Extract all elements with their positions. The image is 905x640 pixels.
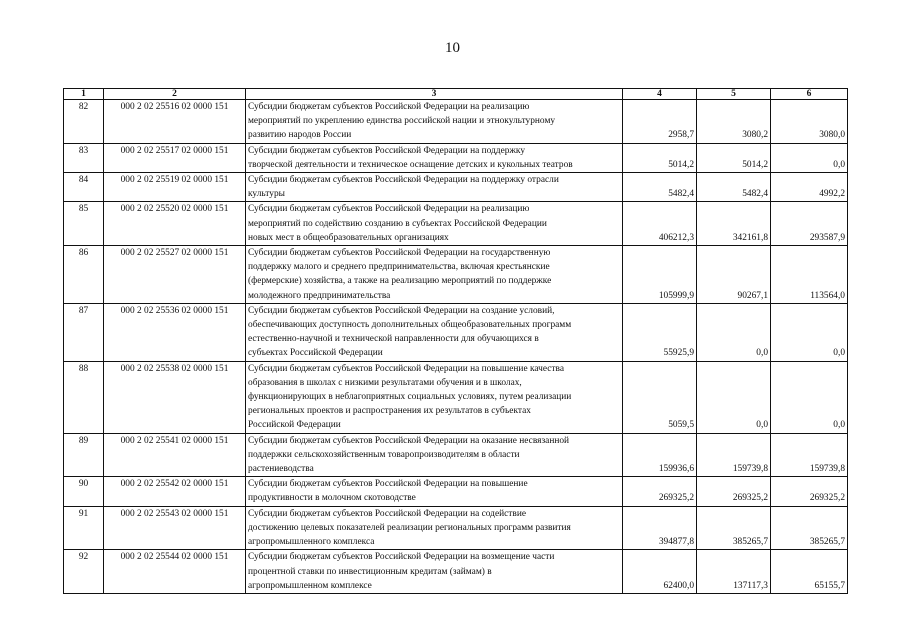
value-col-4: 269325,2 bbox=[623, 477, 697, 506]
budget-code: 000 2 02 25538 02 0000 151 bbox=[104, 361, 246, 433]
description-line: региональных проектов и распространения их результатов в субъектах bbox=[248, 406, 531, 417]
row-description bbox=[246, 477, 623, 506]
table-row bbox=[64, 303, 848, 361]
row-description bbox=[246, 433, 623, 477]
description-line: субъектах Российской Федерации bbox=[248, 348, 383, 359]
value-col-5: 342161,8 bbox=[697, 202, 771, 246]
description-line: творческой деятельности и техническое оснащение детских и кукольных театров bbox=[248, 159, 573, 170]
description-line: развитию народов России bbox=[248, 130, 352, 141]
description-line: новых мест в общеобразовательных организациях bbox=[248, 232, 449, 243]
value-col-6: 269325,2 bbox=[771, 477, 848, 506]
budget-table bbox=[63, 88, 848, 594]
description-line: Субсидии бюджетам субъектов Российской Федерации на создание условий, bbox=[248, 305, 555, 316]
budget-code: 000 2 02 25544 02 0000 151 bbox=[104, 550, 246, 594]
description-line: Субсидии бюджетам субъектов Российской Федерации на поддержку bbox=[248, 145, 526, 156]
description-line: процентной ставки по инвестиционным кредитам (займам) в bbox=[248, 566, 492, 577]
value-col-4: 5059,5 bbox=[623, 361, 697, 433]
value-col-6: 385265,7 bbox=[771, 506, 848, 550]
description-line: мероприятий по содействию созданию в субъектах Российской Федерации bbox=[248, 218, 547, 229]
header-row bbox=[64, 89, 848, 100]
col-header-1: 1 bbox=[64, 89, 104, 100]
table-row bbox=[64, 433, 848, 477]
value-col-4: 2958,7 bbox=[623, 100, 697, 144]
table-row bbox=[64, 202, 848, 246]
row-number: 86 bbox=[64, 246, 104, 304]
row-description bbox=[246, 173, 623, 202]
value-col-5: 5482,4 bbox=[697, 173, 771, 202]
row-description bbox=[246, 361, 623, 433]
row-description bbox=[246, 202, 623, 246]
value-col-4: 55925,9 bbox=[623, 303, 697, 361]
row-number: 85 bbox=[64, 202, 104, 246]
value-col-4: 62400,0 bbox=[623, 550, 697, 594]
table-row bbox=[64, 173, 848, 202]
col-header-6: 6 bbox=[771, 89, 848, 100]
row-description bbox=[246, 550, 623, 594]
description-line: естественно-научной и технической направленности для обучающихся в bbox=[248, 334, 539, 345]
description-line: Субсидии бюджетам субъектов Российской Федерации на государственную bbox=[248, 248, 551, 259]
value-col-5: 0,0 bbox=[697, 361, 771, 433]
row-number: 89 bbox=[64, 433, 104, 477]
budget-code: 000 2 02 25516 02 0000 151 bbox=[104, 100, 246, 144]
row-number: 84 bbox=[64, 173, 104, 202]
value-col-4: 394877,8 bbox=[623, 506, 697, 550]
description-line: Субсидии бюджетам субъектов Российской Федерации на реализацию bbox=[248, 204, 530, 215]
row-number: 92 bbox=[64, 550, 104, 594]
table-row bbox=[64, 550, 848, 594]
value-col-5: 385265,7 bbox=[697, 506, 771, 550]
value-col-4: 406212,3 bbox=[623, 202, 697, 246]
budget-code: 000 2 02 25536 02 0000 151 bbox=[104, 303, 246, 361]
description-line: агропромышленном комплексе bbox=[248, 580, 372, 591]
value-col-5: 3080,2 bbox=[697, 100, 771, 144]
description-line: образования в школах с низкими результатами обучения и в школах, bbox=[248, 377, 522, 388]
value-col-6: 0,0 bbox=[771, 303, 848, 361]
row-number: 82 bbox=[64, 100, 104, 144]
table-row bbox=[64, 477, 848, 506]
budget-code: 000 2 02 25527 02 0000 151 bbox=[104, 246, 246, 304]
row-number: 87 bbox=[64, 303, 104, 361]
row-description bbox=[246, 303, 623, 361]
description-line: Российской Федерации bbox=[248, 420, 341, 431]
value-col-6: 65155,7 bbox=[771, 550, 848, 594]
table-row bbox=[64, 100, 848, 144]
description-line: достижению целевых показателей реализации региональных программ развития bbox=[248, 522, 571, 533]
col-header-4: 4 bbox=[623, 89, 697, 100]
value-col-5: 269325,2 bbox=[697, 477, 771, 506]
value-col-4: 105999,9 bbox=[623, 246, 697, 304]
description-line: обеспечивающих доступность дополнительных общеобразовательных программ bbox=[248, 320, 572, 331]
value-col-5: 5014,2 bbox=[697, 143, 771, 172]
table-body bbox=[64, 100, 848, 594]
value-col-5: 0,0 bbox=[697, 303, 771, 361]
description-line: продуктивности в молочном скотоводстве bbox=[248, 493, 416, 504]
description-line: молодежного предпринимательства bbox=[248, 290, 391, 301]
value-col-4: 159936,6 bbox=[623, 433, 697, 477]
description-line: Субсидии бюджетам субъектов Российской Федерации на реализацию bbox=[248, 102, 530, 112]
col-header-3: 3 bbox=[246, 89, 623, 100]
value-col-5: 159739,8 bbox=[697, 433, 771, 477]
budget-code: 000 2 02 25517 02 0000 151 bbox=[104, 143, 246, 172]
value-col-4: 5482,4 bbox=[623, 173, 697, 202]
description-line: Субсидии бюджетам субъектов Российской Федерации на повышение bbox=[248, 479, 528, 490]
description-line: (фермерские) хозяйства, а также на реализацию мероприятий по поддержке bbox=[248, 276, 552, 287]
value-col-6: 0,0 bbox=[771, 143, 848, 172]
budget-code: 000 2 02 25541 02 0000 151 bbox=[104, 433, 246, 477]
value-col-6: 159739,8 bbox=[771, 433, 848, 477]
description-line: растениеводства bbox=[248, 464, 314, 475]
value-col-6: 0,0 bbox=[771, 361, 848, 433]
budget-code: 000 2 02 25520 02 0000 151 bbox=[104, 202, 246, 246]
value-col-6: 3080,0 bbox=[771, 100, 848, 144]
budget-code: 000 2 02 25542 02 0000 151 bbox=[104, 477, 246, 506]
description-line: поддержку малого и среднего предпринимательства, включая крестьянские bbox=[248, 262, 550, 273]
value-col-6: 293587,9 bbox=[771, 202, 848, 246]
description-line: агропромышленного комплекса bbox=[248, 537, 375, 548]
description-line: Субсидии бюджетам субъектов Российской Федерации на поддержку отрасли bbox=[248, 175, 559, 186]
description-line: Субсидии бюджетам субъектов Российской Федерации на возмещение части bbox=[248, 552, 555, 563]
row-number: 91 bbox=[64, 506, 104, 550]
value-col-5: 90267,1 bbox=[697, 246, 771, 304]
description-line: мероприятий по укреплению единства российской нации и этнокультурному bbox=[248, 116, 556, 127]
value-col-5: 137117,3 bbox=[697, 550, 771, 594]
value-col-6: 113564,0 bbox=[771, 246, 848, 304]
value-col-6: 4992,2 bbox=[771, 173, 848, 202]
row-description bbox=[246, 246, 623, 304]
table-row bbox=[64, 361, 848, 433]
page-number: 10 bbox=[445, 40, 460, 56]
col-header-2: 2 bbox=[104, 89, 246, 100]
col-header-5: 5 bbox=[697, 89, 771, 100]
table-row bbox=[64, 143, 848, 172]
row-description bbox=[246, 143, 623, 172]
description-line: функционирующих в неблагоприятных социальных условиях, путем реализации bbox=[248, 392, 572, 403]
budget-code: 000 2 02 25543 02 0000 151 bbox=[104, 506, 246, 550]
description-line: Субсидии бюджетам субъектов Российской Федерации на содействие bbox=[248, 508, 526, 519]
table-row bbox=[64, 246, 848, 304]
budget-code: 000 2 02 25519 02 0000 151 bbox=[104, 173, 246, 202]
description-line: Субсидии бюджетам субъектов Российской Федерации на оказание несвязанной bbox=[248, 435, 570, 446]
description-line: культуры bbox=[248, 189, 285, 200]
table-row bbox=[64, 506, 848, 550]
row-number: 90 bbox=[64, 477, 104, 506]
row-description bbox=[246, 506, 623, 550]
description-line: поддержки сельскохозяйственным товаропроизводителям в области bbox=[248, 449, 520, 460]
row-number: 83 bbox=[64, 143, 104, 172]
description-line: Субсидии бюджетам субъектов Российской Федерации на повышение качества bbox=[248, 363, 564, 374]
value-col-4: 5014,2 bbox=[623, 143, 697, 172]
row-description bbox=[246, 100, 623, 144]
row-number: 88 bbox=[64, 361, 104, 433]
